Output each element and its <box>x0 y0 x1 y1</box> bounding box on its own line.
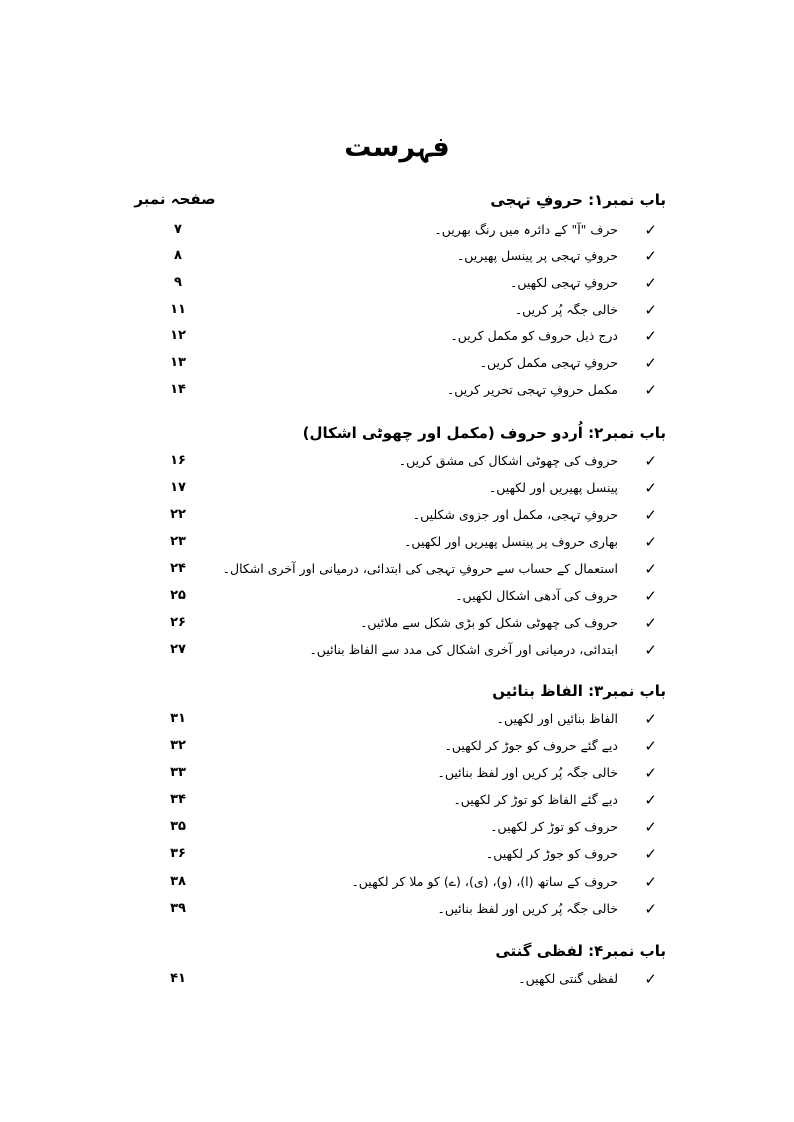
entry-title: حروف کے ساتھ (ا)، (و)، (ی)، (ے) کو ملا کر لکھیں۔ <box>351 874 618 889</box>
page-title: فہرست <box>344 132 450 163</box>
entry-title: حروف کی چھوٹی شکل کو بڑی شکل سے ملائیں۔ <box>360 615 618 630</box>
toc-entry <box>0 377 794 403</box>
page-number: ۲۳ <box>170 534 186 549</box>
page-number: ۲۷ <box>170 642 186 657</box>
check-mark-icon: ✓ <box>644 791 657 809</box>
page-number: ۹ <box>174 275 182 290</box>
check-mark-icon: ✓ <box>644 710 657 728</box>
check-mark-icon: ✓ <box>644 247 657 265</box>
toc-entry <box>0 869 794 895</box>
check-mark-icon: ✓ <box>644 970 657 988</box>
toc-entry <box>0 760 794 786</box>
chapter-heading: باب نمبر۲: اُردو حروف (مکمل اور چھوٹی اشکال) <box>302 424 666 442</box>
page-number: ۱۲ <box>170 328 186 343</box>
page-number: ۱۷ <box>170 480 186 495</box>
entry-title: دیے گئے حروف کو جوڑ کر لکھیں۔ <box>444 738 618 753</box>
entry-title: دیے گئے الفاظ کو توڑ کر لکھیں۔ <box>453 792 618 807</box>
check-mark-icon: ✓ <box>644 381 657 399</box>
toc-entry <box>0 896 794 922</box>
toc-entry <box>0 502 794 528</box>
page-number: ۳۱ <box>170 711 186 726</box>
page-number: ۳۴ <box>170 792 186 807</box>
check-mark-icon: ✓ <box>644 641 657 659</box>
check-mark-icon: ✓ <box>644 274 657 292</box>
page-number: ۳۸ <box>170 874 186 889</box>
toc-entry <box>0 475 794 501</box>
entry-title: حروفِ تہجی پر پینسل پھیریں۔ <box>456 248 618 263</box>
toc-entry <box>0 814 794 840</box>
chapter-heading: باب نمبر۳: الفاظ بنائیں <box>492 682 666 700</box>
check-mark-icon: ✓ <box>644 900 657 918</box>
entry-title: حروف کی چھوٹی اشکال کی مشق کریں۔ <box>398 453 618 468</box>
check-mark-icon: ✓ <box>644 818 657 836</box>
check-mark-icon: ✓ <box>644 506 657 524</box>
page-number: ۱۴ <box>170 382 186 397</box>
entry-title: خالی جگہ پُر کریں اور لفظ بنائیں۔ <box>437 901 618 916</box>
toc-entry <box>0 637 794 663</box>
page-number: ۱۱ <box>170 302 186 317</box>
entry-title: الفاظ بنائیں اور لکھیں۔ <box>496 711 618 726</box>
toc-entry <box>0 270 794 296</box>
page-number: ۲۲ <box>170 507 186 522</box>
entry-title: حروفِ تہجی لکھیں۔ <box>510 275 618 290</box>
check-mark-icon: ✓ <box>644 587 657 605</box>
chapter-heading: باب نمبر۱: حروفِ تہجی <box>490 191 666 209</box>
check-mark-icon: ✓ <box>644 845 657 863</box>
check-mark-icon: ✓ <box>644 560 657 578</box>
check-mark-icon: ✓ <box>644 533 657 551</box>
page-number: ۳۳ <box>170 765 186 780</box>
page-number: ۳۹ <box>170 901 186 916</box>
page-number: ۳۵ <box>170 819 186 834</box>
toc-entry <box>0 350 794 376</box>
toc-entry <box>0 217 794 243</box>
check-mark-icon: ✓ <box>644 873 657 891</box>
entry-title: حرف "آ" کے دائرہ میں رنگ بھریں۔ <box>434 222 618 237</box>
toc-entry <box>0 243 794 269</box>
toc-entry <box>0 733 794 759</box>
entry-title: بھاری حروف پر پینسل پھیریں اور لکھیں۔ <box>404 534 618 549</box>
check-mark-icon: ✓ <box>644 614 657 632</box>
check-mark-icon: ✓ <box>644 764 657 782</box>
page-number: ۴۱ <box>170 971 186 986</box>
entry-title: حروف کو توڑ کر لکھیں۔ <box>490 819 618 834</box>
entry-title: استعمال کے حساب سے حروفِ تہجی کی ابتدائی، درمیانی اور آخری اشکال۔ <box>222 561 618 576</box>
toc-entry <box>0 323 794 349</box>
check-mark-icon: ✓ <box>644 737 657 755</box>
toc-entry <box>0 841 794 867</box>
toc-entry <box>0 448 794 474</box>
page-number: ۱۳ <box>170 355 186 370</box>
check-mark-icon: ✓ <box>644 479 657 497</box>
page-number-column-header: صفحہ نمبر <box>134 190 216 208</box>
entry-title: ابتدائی، درمیانی اور آخری اشکال کی مدد سے الفاظ بنائیں۔ <box>309 642 618 657</box>
check-mark-icon: ✓ <box>644 354 657 372</box>
page-number: ۲۴ <box>170 561 186 576</box>
page-number: ۲۶ <box>170 615 186 630</box>
entry-title: حروف کو جوڑ کر لکھیں۔ <box>485 846 618 861</box>
toc-entry <box>0 610 794 636</box>
toc-entry <box>0 706 794 732</box>
page-number: ۸ <box>174 248 182 263</box>
check-mark-icon: ✓ <box>644 221 657 239</box>
toc-entry <box>0 529 794 555</box>
entry-title: حروف کی آدھی اشکال لکھیں۔ <box>455 588 618 603</box>
toc-entry <box>0 966 794 992</box>
entry-title: درج ذیل حروف کو مکمل کریں۔ <box>450 328 618 343</box>
entry-title: مکمل حروفِ تہجی تحریر کریں۔ <box>446 382 618 397</box>
toc-entry <box>0 787 794 813</box>
check-mark-icon: ✓ <box>644 301 657 319</box>
page-number: ۱۶ <box>170 453 186 468</box>
entry-title: حروفِ تہجی، مکمل اور جزوی شکلیں۔ <box>412 507 618 522</box>
toc-entry <box>0 583 794 609</box>
entry-title: لفظی گنتی لکھیں۔ <box>518 971 618 986</box>
page-number: ۳۶ <box>170 846 186 861</box>
entry-title: خالی جگہ پُر کریں اور لفظ بنائیں۔ <box>437 765 618 780</box>
check-mark-icon: ✓ <box>644 327 657 345</box>
toc-entry <box>0 556 794 582</box>
page-number: ۷ <box>174 222 182 237</box>
page-number: ۲۵ <box>170 588 186 603</box>
entry-title: خالی جگہ پُر کریں۔ <box>514 302 618 317</box>
page-number: ۳۲ <box>170 738 186 753</box>
entry-title: حروفِ تہجی مکمل کریں۔ <box>479 355 618 370</box>
chapter-heading: باب نمبر۴: لفظی گنتی <box>495 942 666 960</box>
entry-title: پینسل پھیریں اور لکھیں۔ <box>488 480 618 495</box>
toc-entry <box>0 297 794 323</box>
check-mark-icon: ✓ <box>644 452 657 470</box>
